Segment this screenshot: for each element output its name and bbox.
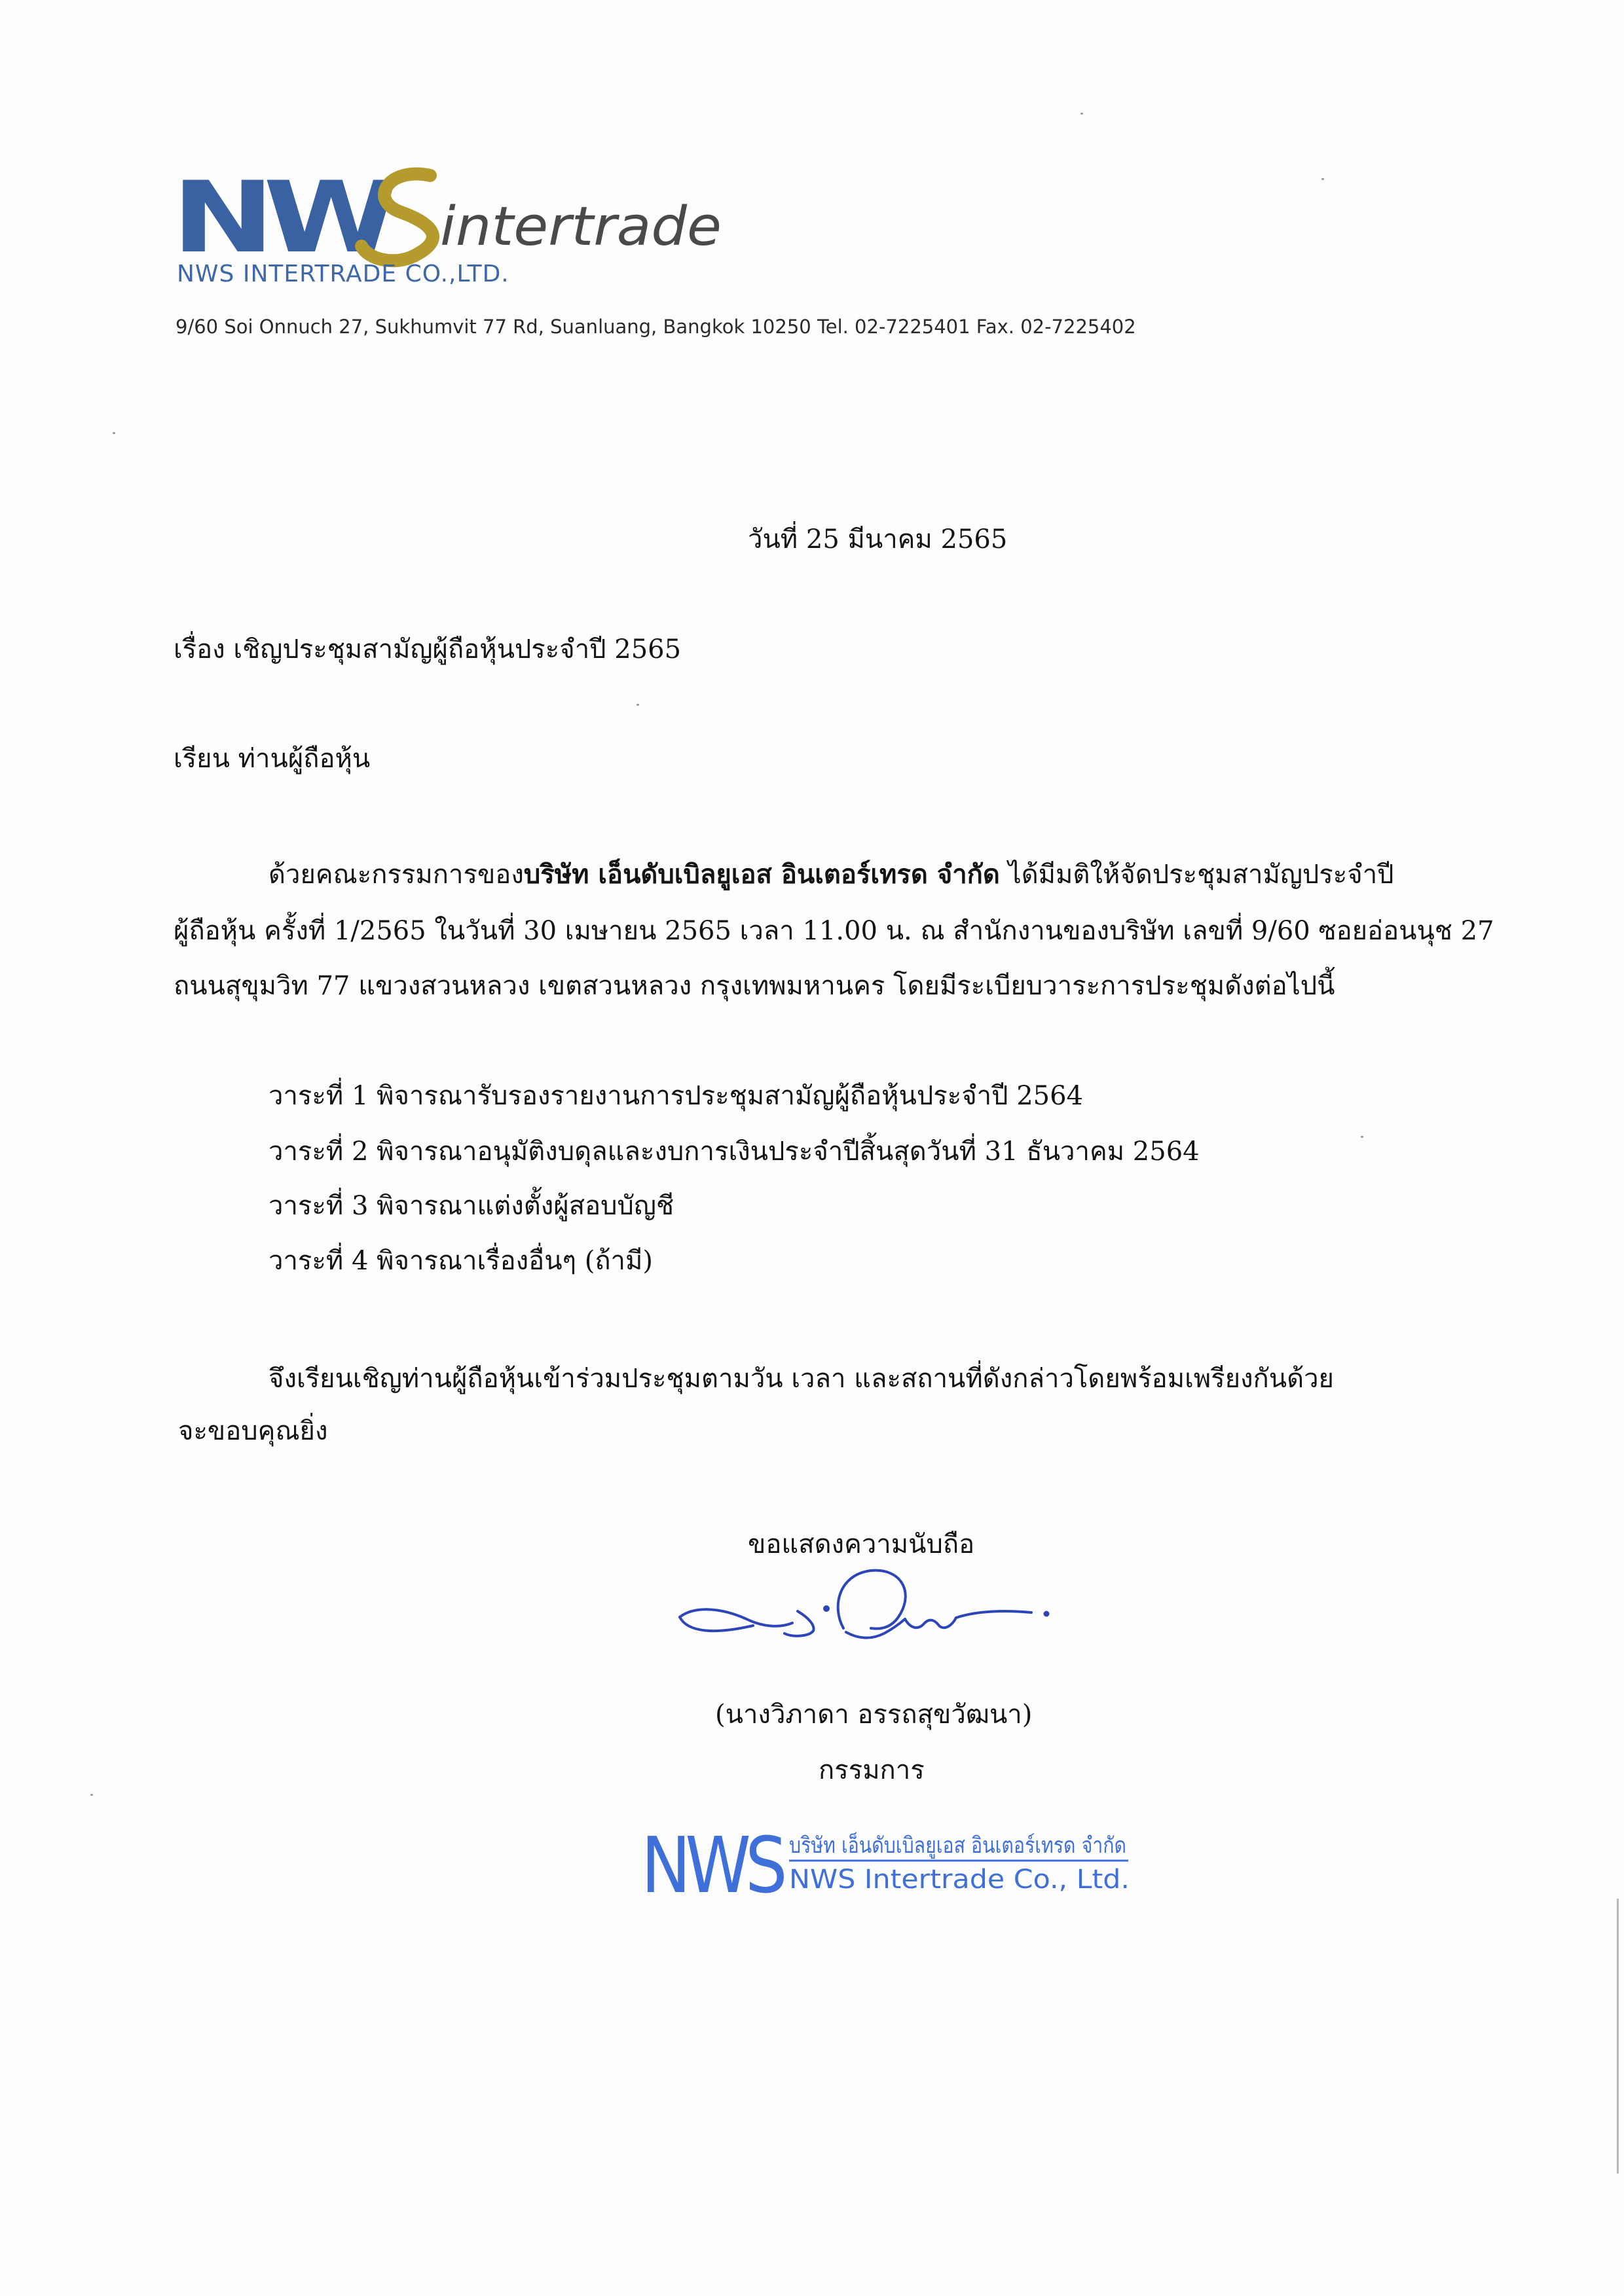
agenda-item: วาระที่ 4 พิจารณาเรื่องอื่นๆ (ถ้ามี): [268, 1246, 653, 1276]
company-name-thai: บริษัท เอ็นดับเบิลยูเอส อินเตอร์เทรด จำกัด: [523, 859, 1000, 890]
scan-edge: [1617, 1899, 1619, 2174]
agenda-item: วาระที่ 1 พิจารณารับรองรายงานการประชุมสามัญผู้ถือหุ้นประจำปี 2564: [268, 1081, 1084, 1111]
para-1-prefix: ด้วยคณะกรรมการของ: [268, 860, 524, 890]
svg-text:NWS Intertrade Co., Ltd.: NWS Intertrade Co., Ltd.: [789, 1865, 1130, 1895]
scan-speck: [1361, 1136, 1363, 1138]
company-stamp: [638, 1819, 1192, 1910]
svg-text:intertrade: intertrade: [440, 196, 722, 258]
paragraph-2-line-1: จึงเรียนเชิญท่านผู้ถือหุ้นเข้าร่วมประชุมตามวัน เวลา และสถานที่ดังกล่าวโดยพร้อมเพรียงกันด้วย: [268, 1364, 1334, 1394]
handwritten-signature: [674, 1555, 1054, 1663]
scan-speck: [113, 432, 115, 434]
svg-text:NW: NW: [172, 161, 396, 275]
paragraph-1-line-2: ผู้ถือหุ้น ครั้งที่ 1/2565 ในวันที่ 30 เมษายน 2565 เวลา 11.00 น. ณ สำนักงานของบริษัท เลขที่ 9/60 ซอยอ่อนนุช 27: [174, 916, 1494, 946]
company-name: NWS INTERTRADE CO.,LTD.: [177, 261, 509, 287]
agenda-item: วาระที่ 2 พิจารณาอนุมัติงบดุลและงบการเงินประจำปีสิ้นสุดวันที่ 31 ธันวาคม 2564: [268, 1137, 1200, 1167]
scan-speck: [1321, 178, 1324, 180]
agenda-item: วาระที่ 3 พิจารณาแต่งตั้งผู้สอบบัญชี: [268, 1191, 674, 1221]
svg-text:NWS: NWS: [641, 1820, 784, 1910]
signer-name: (นางวิภาดา อรรถสุขวัฒนา): [715, 1700, 1033, 1730]
paragraph-1-line-3: ถนนสุขุมวิท 77 แขวงสวนหลวง เขตสวนหลวง กรุงเทพมหานคร โดยมีระเบียบวาระการประชุมดังต่อไปนี้: [174, 971, 1335, 1001]
letter-salutation: เรียน ท่านผู้ถือหุ้น: [174, 744, 371, 774]
letter-date: วันที่ 25 มีนาคม 2565: [748, 524, 1008, 555]
company-address: 9/60 Soi Onnuch 27, Sukhumvit 77 Rd, Suanluang, Bangkok 10250 Tel. 02-7225401 Fax. 02-7225402: [175, 316, 1136, 338]
letter-subject: เรื่อง เชิญประชุมสามัญผู้ถือหุ้นประจำปี 2565: [174, 634, 682, 665]
svg-text:บริษัท เอ็นดับเบิลยูเอส อินเตอ: บริษัท เอ็นดับเบิลยูเอส อินเตอร์เทรด จำกัด: [789, 1832, 1192, 1859]
signer-title: กรรมการ: [819, 1755, 925, 1785]
scan-speck: [637, 704, 639, 706]
paragraph-1-line-1: [268, 859, 1394, 890]
scan-speck: [1080, 113, 1083, 115]
para-1-suffix: ได้มีมติให้จัดประชุมสามัญประจำปี: [999, 860, 1394, 890]
paragraph-2-line-2: จะขอบคุณยิ่ง: [178, 1416, 328, 1446]
scan-speck: [90, 1794, 93, 1796]
letter-closing: ขอแสดงความนับถือ: [748, 1529, 975, 1559]
